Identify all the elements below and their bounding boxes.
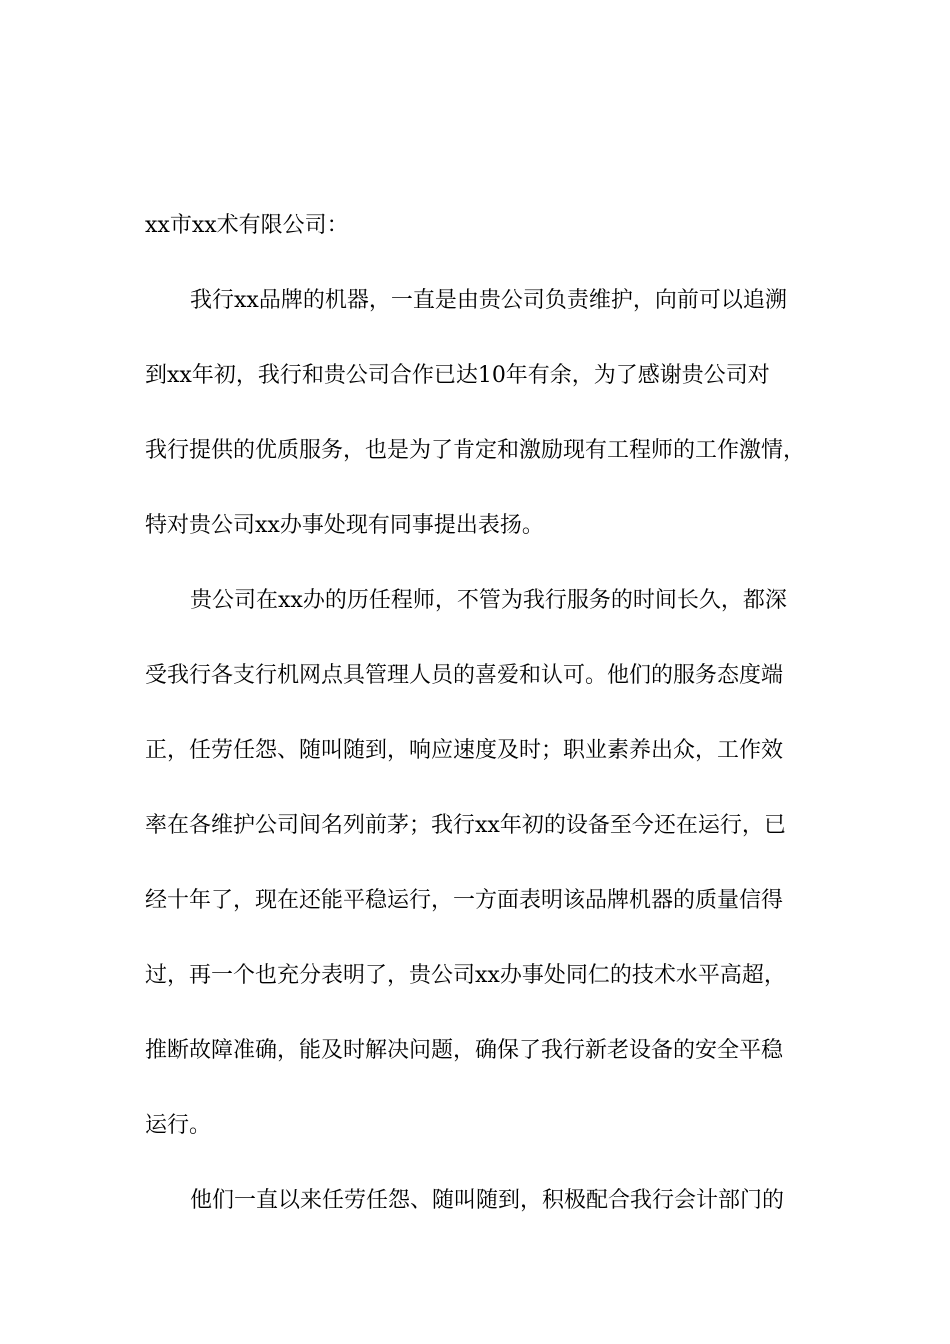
salutation: xx市xx术有限公司：: [145, 213, 349, 238]
paragraph-2-line-1: 贵公司在xx办的历任程师，不管为我行服务的时间长久，都深: [190, 588, 787, 613]
paragraph-2-line-6: 过，再一个也充分表明了，贵公司xx办事处同仁的技术水平高超，: [145, 963, 786, 988]
paragraph-2-line-8: 运行。: [145, 1113, 212, 1138]
paragraph-1-line-4: 特对贵公司xx办事处现有同事提出表扬。: [145, 513, 544, 538]
paragraph-1-line-2: 到xx年初，我行和贵公司合作已达10年有余，为了感谢贵公司对: [145, 363, 770, 388]
paragraph-2-line-3: 正，任劳任怨、随叫随到，响应速度及时；职业素养出众，工作效: [145, 738, 784, 763]
paragraph-2-line-7: 推断故障准确，能及时解决问题，确保了我行新老设备的安全平稳: [145, 1038, 784, 1063]
paragraph-3-line-1: 他们一直以来任劳任怨、随叫随到，积极配合我行会计部门的: [190, 1188, 785, 1213]
paragraph-2-line-4: 率在各维护公司间名列前茅；我行xx年初的设备至今还在运行，已: [145, 813, 786, 838]
paragraph-2-line-5: 经十年了，现在还能平稳运行，一方面表明该品牌机器的质量信得: [145, 888, 784, 913]
paragraph-1-line-3: 我行提供的优质服务，也是为了肯定和激励现有工程师的工作激情，: [145, 438, 806, 463]
paragraph-1-line-1: 我行xx品牌的机器，一直是由贵公司负责维护，向前可以追溯: [190, 288, 787, 313]
paragraph-2-line-2: 受我行各支行机网点具管理人员的喜爱和认可。他们的服务态度端: [145, 663, 784, 688]
